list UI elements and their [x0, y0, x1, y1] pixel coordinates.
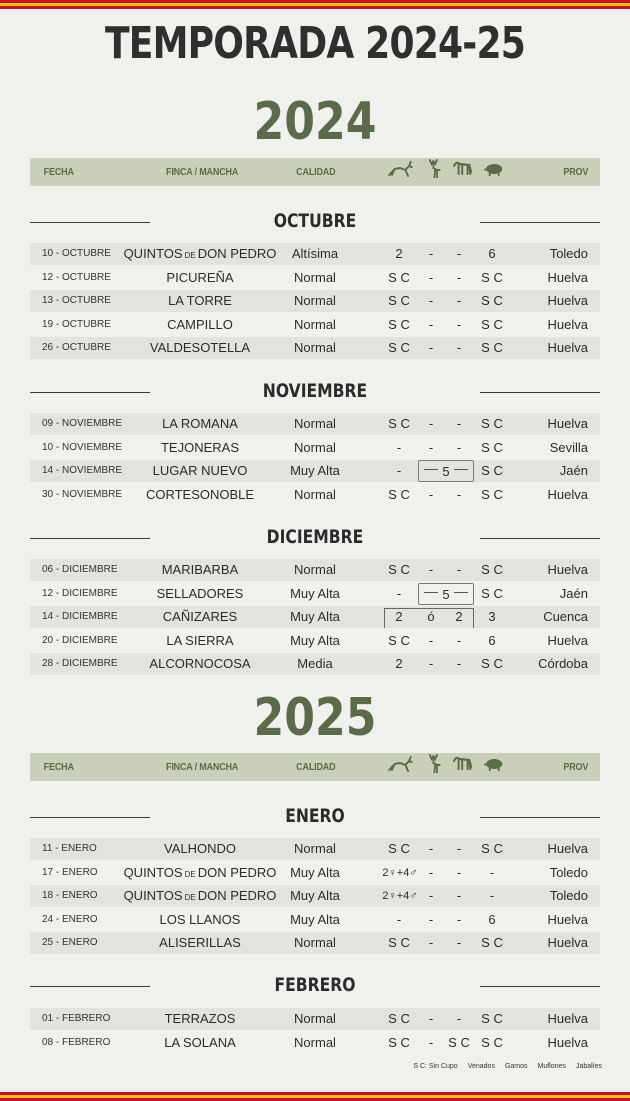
provincia-cell: Huelva [547, 293, 588, 309]
date-cell: 13 - OCTUBRE [42, 295, 111, 307]
header-finca: FINCA / MANCHA [166, 762, 239, 773]
date-cell: 26 - OCTUBRE [42, 342, 111, 354]
provincia-cell: Huelva [547, 841, 588, 856]
provincia-cell: Huelva [547, 1034, 588, 1050]
venado-icon [387, 753, 412, 781]
finca-cell: TERRAZOS [164, 1011, 236, 1026]
gamos-cell: - [456, 841, 462, 856]
ciervos-cell: - [428, 935, 434, 951]
table-row [30, 314, 600, 336]
jabalies-cell: S C [481, 841, 503, 856]
jabalies-cell: S C [481, 1034, 503, 1050]
finca-cell: MARIBARBA [161, 562, 239, 577]
venados-cell: - [396, 911, 402, 927]
header-calidad: CALIDAD [296, 167, 336, 178]
provincia-cell: Huelva [547, 486, 588, 502]
month-name: NOVIEMBRE [262, 380, 368, 402]
calidad-cell: Normal [294, 316, 336, 332]
calidad-cell: Normal [294, 841, 336, 856]
quota-bracket [384, 608, 474, 628]
table-row [30, 484, 600, 506]
header-fecha: FECHA [43, 762, 74, 773]
finca-cell [110, 243, 290, 265]
table-row [30, 606, 600, 628]
venados-cell: S C [388, 416, 410, 431]
finca-part: DON PEDRO [197, 246, 277, 261]
legend [413, 1063, 602, 1070]
date-cell: 19 - OCTUBRE [42, 318, 111, 330]
venados-cell: - [396, 439, 402, 455]
month-header [30, 526, 600, 550]
month-name: OCTUBRE [273, 210, 357, 232]
gamos-cell: - [456, 864, 462, 880]
jabalies-cell: S C [481, 935, 503, 951]
venados-cell: S C [388, 632, 410, 648]
finca-de: DE [184, 869, 196, 879]
year-title-2024: 2024 [253, 92, 377, 152]
legend-gamos: Gamos [504, 1063, 528, 1070]
gamos-cell: - [456, 486, 462, 502]
finca-cell: CORTESONOBLE [145, 486, 255, 502]
provincia-cell: Jaén [559, 585, 588, 601]
jabalies-cell: S C [481, 316, 503, 332]
calidad-cell: Muy Alta [290, 463, 340, 479]
venados-cell: S C [388, 293, 410, 309]
table-row [30, 460, 600, 482]
ciervos-cell: - [428, 864, 434, 880]
gamos-cell: - [456, 246, 462, 261]
finca-part: QUINTOS [123, 864, 183, 880]
venados-cell: - [396, 585, 402, 601]
calidad-cell: Normal [294, 439, 336, 455]
finca-cell: PICUREÑA [166, 269, 234, 285]
table-row [30, 1032, 600, 1054]
table-row [30, 413, 600, 435]
finca-cell [110, 885, 290, 907]
finca-cell: SELLADORES [156, 585, 244, 601]
venados-cell: S C [388, 1011, 410, 1026]
date-cell: 24 - ENERO [42, 913, 98, 925]
jabalies-cell: 6 [488, 911, 496, 927]
venados-cell: 2 [395, 656, 403, 672]
gamos-cell: - [456, 316, 462, 332]
finca-cell: LUGAR NUEVO [152, 463, 248, 479]
table-row [30, 909, 600, 931]
date-cell: 20 - DICIEMBRE [42, 634, 118, 646]
finca-part: DON PEDRO [197, 864, 277, 880]
date-cell: 06 - DICIEMBRE [42, 564, 118, 575]
ciervo-icon [424, 158, 449, 186]
jabalies-cell: S C [481, 486, 503, 502]
calidad-cell: Normal [294, 269, 336, 285]
gamos-cell: - [456, 269, 462, 285]
header-finca: FINCA / MANCHA [166, 167, 239, 178]
gamos-cell: - [456, 911, 462, 927]
provincia-cell: Huelva [547, 340, 588, 356]
calidad-cell: Normal [294, 1034, 336, 1050]
venados-cell: S C [388, 316, 410, 332]
table-row [30, 630, 600, 652]
gamos-cell: - [456, 439, 462, 455]
date-cell: 28 - DICIEMBRE [42, 658, 118, 670]
year-title-2025: 2025 [253, 688, 377, 748]
calidad-cell: Normal [294, 416, 336, 431]
header-prov: PROV [563, 167, 589, 178]
table-row [30, 337, 600, 359]
ciervos-cell: - [428, 340, 434, 356]
finca-cell: CAMPILLO [167, 316, 233, 332]
date-cell: 10 - NOVIEMBRE [42, 441, 123, 453]
legend-jabalies: Jabalíes [575, 1063, 602, 1070]
calidad-cell: Muy Alta [290, 888, 340, 904]
provincia-cell: Huelva [547, 632, 588, 648]
table-row [30, 862, 600, 884]
gamos-cell: - [456, 935, 462, 951]
date-cell: 18 - ENERO [42, 890, 98, 902]
date-cell: 30 - NOVIEMBRE [42, 488, 123, 500]
provincia-cell: Jaén [559, 463, 588, 479]
provincia-cell: Huelva [547, 1011, 588, 1026]
legend-venados: Venados [467, 1063, 495, 1070]
gamos-cell: - [456, 293, 462, 309]
provincia-cell: Toledo [549, 888, 588, 904]
provincia-cell: Huelva [547, 935, 588, 951]
venados-cell: 2♀+4♂ [382, 890, 418, 903]
ciervos-cell: - [428, 656, 434, 672]
finca-cell: VALHONDO [164, 841, 236, 856]
date-cell: 25 - ENERO [42, 937, 98, 949]
merged-quota [418, 583, 474, 605]
date-cell: 08 - FEBRERO [42, 1036, 111, 1048]
table-row [30, 437, 600, 459]
provincia-cell: Sevilla [549, 439, 588, 455]
calidad-cell: Muy Alta [290, 632, 340, 648]
date-cell: 14 - NOVIEMBRE [42, 465, 123, 477]
provincia-cell: Huelva [547, 316, 588, 332]
muflon-icon [451, 753, 476, 781]
date-cell: 17 - ENERO [42, 866, 98, 878]
gamos-cell: - [456, 632, 462, 648]
ciervos-cell: - [428, 486, 434, 502]
jabalies-cell: S C [481, 1011, 503, 1026]
table-row [30, 1008, 600, 1030]
provincia-cell: Huelva [547, 562, 588, 577]
date-cell: 10 - OCTUBRE [42, 248, 111, 259]
finca-cell: LA ROMANA [162, 416, 238, 431]
gamos-cell: S C [448, 1034, 470, 1050]
merged-quota [418, 460, 474, 482]
ciervos-cell: - [428, 316, 434, 332]
ciervo-icon [424, 753, 449, 781]
date-cell: 14 - DICIEMBRE [42, 611, 118, 623]
muflon-icon [451, 158, 476, 186]
date-cell: 12 - OCTUBRE [42, 271, 111, 283]
provincia-cell: Huelva [547, 416, 588, 431]
ciervos-cell: - [428, 911, 434, 927]
jabali-icon [483, 753, 508, 781]
month-header [30, 805, 600, 829]
jabalies-cell: 6 [488, 632, 496, 648]
table-row [30, 653, 600, 675]
finca-cell: CAÑIZARES [162, 609, 238, 625]
finca-part: QUINTOS [123, 888, 183, 904]
date-cell: 09 - NOVIEMBRE [42, 418, 123, 429]
header-prov: PROV [563, 762, 589, 773]
month-header [30, 974, 600, 998]
gamos-cell: - [456, 562, 462, 577]
calidad-cell: Muy Alta [290, 864, 340, 880]
jabalies-cell: - [489, 888, 495, 904]
month-name: ENERO [285, 805, 345, 827]
calidad-cell: Normal [294, 935, 336, 951]
calidad-cell: Normal [294, 340, 336, 356]
ciervos-cell: - [428, 562, 434, 577]
month-name: DICIEMBRE [266, 526, 364, 548]
venados-cell: S C [388, 340, 410, 356]
ciervos-cell: - [428, 416, 434, 431]
finca-cell: ALCORNOCOSA [149, 656, 251, 672]
ciervos-cell: - [428, 246, 434, 261]
calidad-cell: Normal [294, 562, 336, 577]
venados-cell: 2♀+4♂ [382, 866, 418, 879]
venados-cell: S C [388, 269, 410, 285]
merged-value: 5 [442, 464, 450, 480]
venados-cell: 2 [395, 609, 403, 625]
provincia-cell: Cuenca [543, 609, 588, 625]
ciervos-cell: ó [427, 609, 435, 625]
jabalies-cell: S C [481, 656, 503, 672]
legend-sin-cupo: S C: Sin Cupo [413, 1063, 458, 1070]
jabalies-cell: 3 [488, 609, 496, 625]
date-cell: 01 - FEBRERO [42, 1013, 111, 1024]
provincia-cell: Toledo [549, 864, 588, 880]
flag-strip-top [0, 0, 630, 9]
calidad-cell: Altísima [291, 246, 339, 261]
jabalies-cell: S C [481, 439, 503, 455]
ciervos-cell: - [428, 888, 434, 904]
page-title: TEMPORADA 2024-25 [104, 18, 526, 69]
venados-cell: - [396, 463, 402, 479]
venados-cell: S C [388, 562, 410, 577]
ciervos-cell: - [428, 1034, 434, 1050]
calidad-cell: Muy Alta [290, 585, 340, 601]
header-calidad: CALIDAD [296, 762, 336, 773]
ciervos-cell: - [428, 632, 434, 648]
month-header [30, 210, 600, 234]
merged-value: 5 [442, 586, 450, 602]
jabalies-cell: S C [481, 463, 503, 479]
venados-cell: 2 [395, 246, 403, 261]
finca-cell: VALDESOTELLA [149, 340, 251, 356]
ciervos-cell: - [428, 1011, 434, 1026]
finca-cell: LA SOLANA [164, 1034, 236, 1050]
table-header [30, 158, 600, 186]
jabalies-cell: 6 [488, 246, 496, 261]
table-row [30, 932, 600, 954]
venados-cell: S C [388, 1034, 410, 1050]
calidad-cell: Normal [294, 293, 336, 309]
venados-cell: S C [388, 935, 410, 951]
gamos-cell: - [456, 340, 462, 356]
table-row [30, 838, 600, 860]
finca-cell: LA TORRE [168, 293, 232, 309]
gamos-cell: 2 [455, 609, 463, 625]
jabalies-cell: S C [481, 585, 503, 601]
ciervos-cell: - [428, 269, 434, 285]
flag-strip-bottom [0, 1092, 630, 1101]
finca-cell: ALISERILLAS [159, 935, 241, 951]
calidad-cell: Normal [294, 486, 336, 502]
jabali-icon [483, 158, 508, 186]
table-row [30, 583, 600, 605]
month-header [30, 380, 600, 404]
jabalies-cell: - [489, 864, 495, 880]
table-row [30, 885, 600, 907]
finca-part: DON PEDRO [197, 888, 277, 904]
provincia-cell: Córdoba [538, 656, 588, 672]
gamos-cell: - [456, 1011, 462, 1026]
finca-cell: LA SIERRA [166, 632, 234, 648]
table-row [30, 267, 600, 289]
provincia-cell: Huelva [547, 911, 588, 927]
table-row [30, 243, 600, 265]
calidad-cell: Muy Alta [290, 911, 340, 927]
ciervos-cell: - [428, 293, 434, 309]
gamos-cell: - [456, 888, 462, 904]
ciervos-cell: - [428, 841, 434, 856]
gamos-cell: - [456, 416, 462, 431]
ciervos-cell: - [428, 439, 434, 455]
jabalies-cell: S C [481, 562, 503, 577]
finca-part: QUINTOS [123, 246, 183, 261]
provincia-cell: Toledo [549, 246, 588, 261]
month-name: FEBRERO [274, 974, 356, 996]
legend-muflones: Muflones [537, 1063, 566, 1070]
finca-cell [110, 862, 290, 884]
venados-cell: S C [388, 841, 410, 856]
jabalies-cell: S C [481, 416, 503, 431]
finca-cell: LOS LLANOS [159, 911, 241, 927]
finca-de: DE [184, 251, 196, 260]
provincia-cell: Huelva [547, 269, 588, 285]
jabalies-cell: S C [481, 269, 503, 285]
venados-cell: S C [388, 486, 410, 502]
jabalies-cell: S C [481, 340, 503, 356]
finca-de: DE [184, 893, 196, 903]
header-fecha: FECHA [43, 167, 74, 178]
date-cell: 11 - ENERO [42, 843, 97, 854]
table-row [30, 559, 600, 581]
jabalies-cell: S C [481, 293, 503, 309]
calidad-cell: Normal [294, 1011, 336, 1026]
date-cell: 12 - DICIEMBRE [42, 587, 118, 599]
calidad-cell: Muy Alta [290, 609, 340, 625]
calidad-cell: Media [297, 656, 333, 672]
gamos-cell: - [456, 656, 462, 672]
table-header [30, 753, 600, 781]
venado-icon [387, 158, 412, 186]
finca-cell: TEJONERAS [160, 439, 239, 455]
table-row [30, 290, 600, 312]
